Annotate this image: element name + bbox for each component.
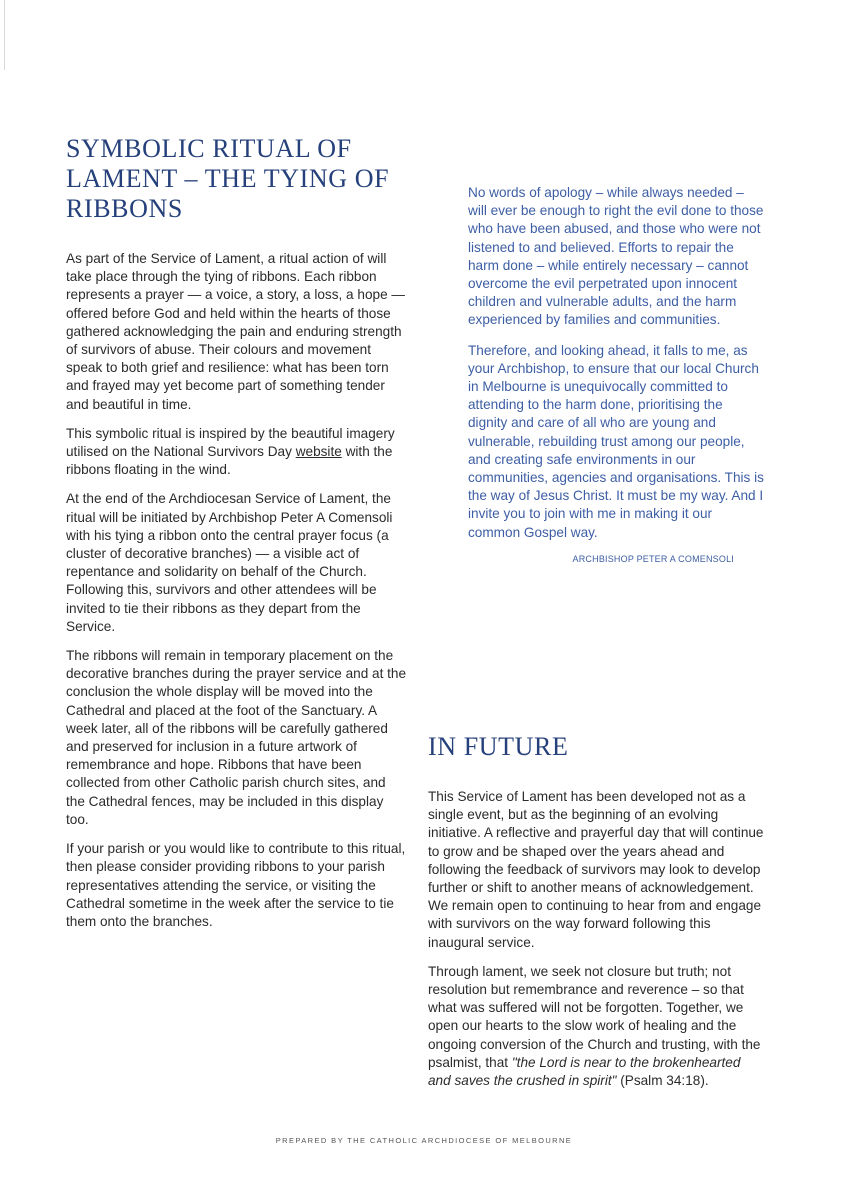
psalm-quote: "the Lord is near to the brokenhearted and saves the crushed in spirit" bbox=[428, 1054, 741, 1089]
future-paragraph-2 bbox=[428, 963, 764, 1090]
inspired-text-before: This symbolic ritual is inspired by the beautiful imagery utilised on the National Survivors Day bbox=[66, 425, 395, 460]
ritual-paragraph-1: As part of the Service of Lament, a ritual action of will take place through the tying of ribbons. Each ribbon represents a prayer — a voice, a story, a loss, a hope — offered before God and held within the hearts of those gathered acknowledging the pain and enduring strength of survivors of abuse. Their colours and movement speak to both grief and resilience: what has been torn and frayed may yet become part of something tender and beautiful in time. bbox=[66, 251, 405, 412]
ritual-paragraph-3: The ribbons will remain in temporary placement on the decorative branches during the prayer service and at the conclusion the whole display will be moved into the Cathedral and placed at the foot of the Sanctuary. A week later, all of the ribbons will be carefully gathered and preserved for inclusion in a future artwork of remembrance and hope. Ribbons that have been collected from other Catholic parish church sites, and the Cathedral fences, may be included in this display too. bbox=[66, 648, 407, 827]
quote-attribution: ARCHBISHOP PETER A COMENSOLI bbox=[572, 553, 734, 564]
archbishop-quote bbox=[428, 184, 764, 564]
quote-paragraph-2: Therefore, and looking ahead, it falls to me, as your Archbishop, to ensure that our local Church in Melbourne is unequivocally committed to attending to the harm done, prioritising the dignity and care of all who are young and vulnerable, rebuilding trust among our people, and creating safe environments in our communities, agencies and organisations. This is the way of Jesus Christ. It must be my way. And I invite you to join with me in making it our common Gospel way. bbox=[468, 342, 764, 540]
ritual-paragraph-inspired bbox=[66, 425, 408, 480]
future-section bbox=[428, 732, 764, 1101]
future-title: IN FUTURE bbox=[428, 732, 569, 761]
inspired-text-after: with the ribbons floating in the wind. bbox=[66, 444, 393, 478]
future-paragraph-1: This Service of Lament has been developed not as a single event, but as the beginning of an evolving initiative. A reflective and prayerful day that will continue to grow and be shaped over the years ahead and following the feedback of survivors may look to develop further or shift to another means of acknowledgement. We remain open to continuing to hear from and engage with survivors on the way forward following this inaugural service. bbox=[428, 789, 764, 950]
quote-paragraph-1: No words of apology – while always needed – will ever be enough to right the evil done to those who have been abused, and those who were not listened to and believed. Efforts to repair the harm done – while entirely necessary – cannot overcome the evil perpetrated upon innocent children and vulnerable adults, and the harm experienced by families and communities. bbox=[468, 185, 764, 328]
quote-block bbox=[428, 184, 764, 542]
future-text-before: Through lament, we seek not closure but truth; not resolution but remembrance and reverence – so that what was suffered will not be forgotten. Together, we open our hearts to the slow work of healing and the ongoing conversion of the Church and trusting, with the psalmist, that bbox=[428, 963, 761, 1070]
ritual-title: SYMBOLIC RITUAL OF LAMENT – THE TYING OF RIBBONS bbox=[66, 134, 390, 223]
website-link[interactable]: website bbox=[295, 444, 342, 460]
ritual-paragraph-4: If your parish or you would like to contribute to this ritual, then please consider providing ribbons to your parish representatives attending the service, or visiting the Cathedral sometime in the week after the service to tie them onto the branches. bbox=[66, 841, 406, 929]
page-edge-mark bbox=[4, 0, 5, 70]
page-footer: PREPARED BY THE CATHOLIC ARCHDIOCESE OF MELBOURNE bbox=[275, 1136, 573, 1145]
future-text-after: (Psalm 34:18). bbox=[616, 1073, 709, 1089]
ritual-section bbox=[66, 134, 408, 942]
ritual-paragraph-2: At the end of the Archdiocesan Service of Lament, the ritual will be initiated by Archbishop Peter A Comensoli with his tying a ribbon onto the central prayer focus (a cluster of decorative branches) — a visible act of repentance and solidarity on behalf of the Church. Following this, survivors and other attendees will be invited to tie their ribbons as they depart from the Service. bbox=[66, 491, 393, 634]
